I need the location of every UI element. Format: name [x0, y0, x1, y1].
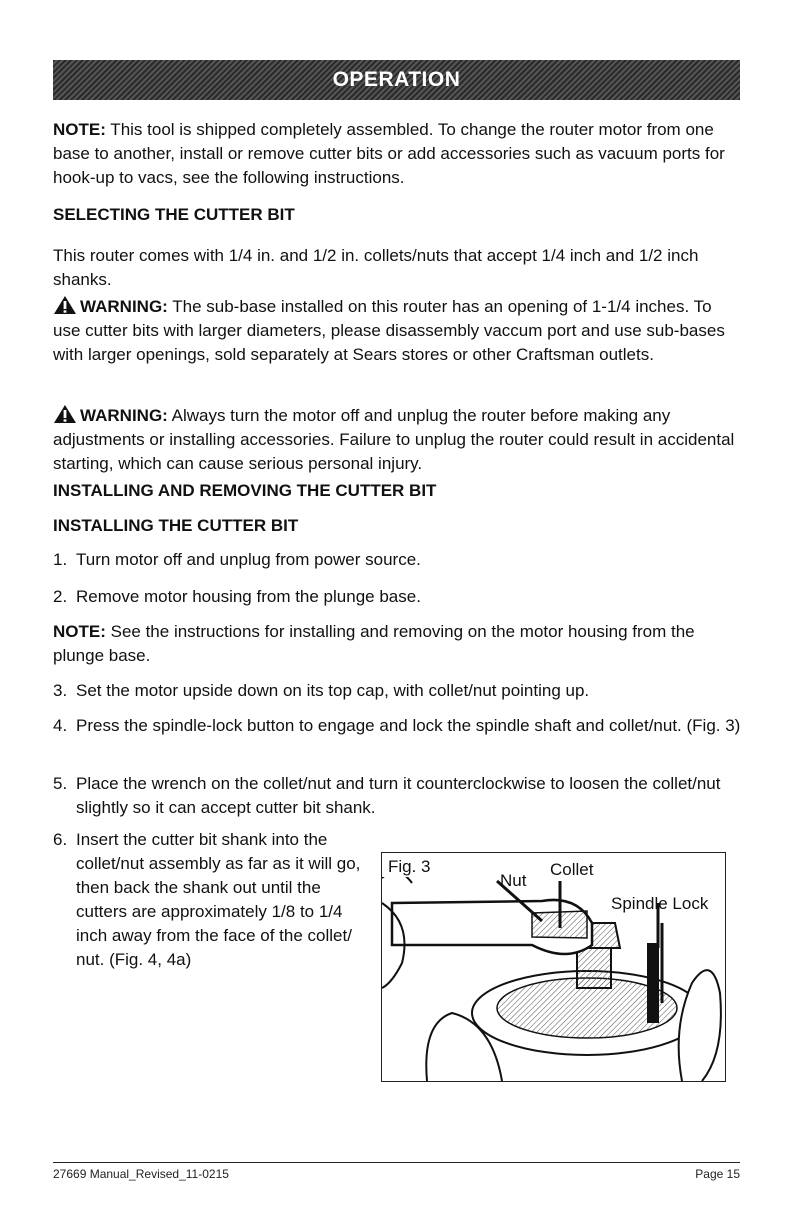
selecting-text: This router comes with 1/4 in. and 1/2 in. collets/nuts that accept 1/4 inch and 1/2 inch shanks. — [53, 246, 699, 289]
note-text: See the instructions for installing and removing on the motor housing from the plunge base. — [53, 622, 695, 665]
installing-heading: INSTALLING THE CUTTER BIT — [53, 516, 299, 535]
note-paragraph-2 — [53, 620, 743, 668]
step-item: 5. Place the wrench on the collet/nut and turn it counterclockwise to loosen the collet/nut slightly so it can accept cutter bit shank. — [53, 774, 721, 817]
warning-paragraph-2 — [53, 404, 743, 476]
warning-text: Always turn the motor off and unplug the router before making any adjustments or installing accessories. Failure to unplug the router could result in accidental starting, which can cause serious personal injury. — [53, 406, 735, 473]
step-item: 3. Set the motor upside down on its top cap, with collet/nut pointing up. — [53, 681, 590, 700]
footer-doc-id: 27669 Manual_Revised_11-0215 — [53, 1167, 229, 1181]
installing-removing-heading: INSTALLING AND REMOVING THE CUTTER BIT — [53, 481, 437, 500]
warning-triangle-icon — [53, 404, 77, 424]
note-label: NOTE: — [53, 120, 106, 139]
warning-label: WARNING: — [80, 406, 168, 425]
note-paragraph — [53, 118, 743, 190]
warning-paragraph-1 — [53, 295, 743, 367]
footer-page-number: Page 15 — [695, 1167, 740, 1181]
step-item: 1. Turn motor off and unplug from power source. — [53, 550, 421, 569]
warning-label: WARNING: — [80, 297, 168, 316]
section-banner — [53, 60, 740, 100]
footer-divider — [53, 1162, 740, 1163]
figure-3 — [381, 852, 726, 1082]
warning-triangle-icon — [53, 295, 77, 315]
spindle-lock-callout: Spindle Lock — [611, 894, 709, 913]
figure-label: Fig. 3 — [388, 857, 431, 876]
nut-callout: Nut — [500, 871, 527, 890]
warning-text: The sub-base installed on this router has an opening of 1-1/4 inches. To use cutter bits with larger diameters, please disassembly vaccum port and use sub-bases with larger openings, sold separately at Sears stores or other Craftsman outlets. — [53, 297, 725, 364]
router-illustration — [382, 853, 725, 1081]
step-item: 2. Remove motor housing from the plunge base. — [53, 587, 421, 606]
step-item: 4. Press the spindle-lock button to engage and lock the spindle shaft and collet/nut. (Fig. 3) — [53, 716, 741, 735]
selecting-heading: SELECTING THE CUTTER BIT — [53, 205, 295, 224]
step-item: 6. Insert the cutter bit shank into the collet/nut assembly as far as it will go, then back the shank out until the cutters are approximately 1/8 to 1/4 inch away from the face of the collet/ nut. (Fig. 4, 4a) — [53, 830, 361, 969]
section-title: OPERATION — [332, 68, 461, 91]
collet-callout: Collet — [550, 860, 594, 879]
note-text: This tool is shipped completely assembled. To change the router motor from one base to another, install or remove cutter bits or add accessories such as vacuum ports for hook-up to vacs, see the following instructions. — [53, 120, 725, 187]
note-label: NOTE: — [53, 622, 106, 641]
